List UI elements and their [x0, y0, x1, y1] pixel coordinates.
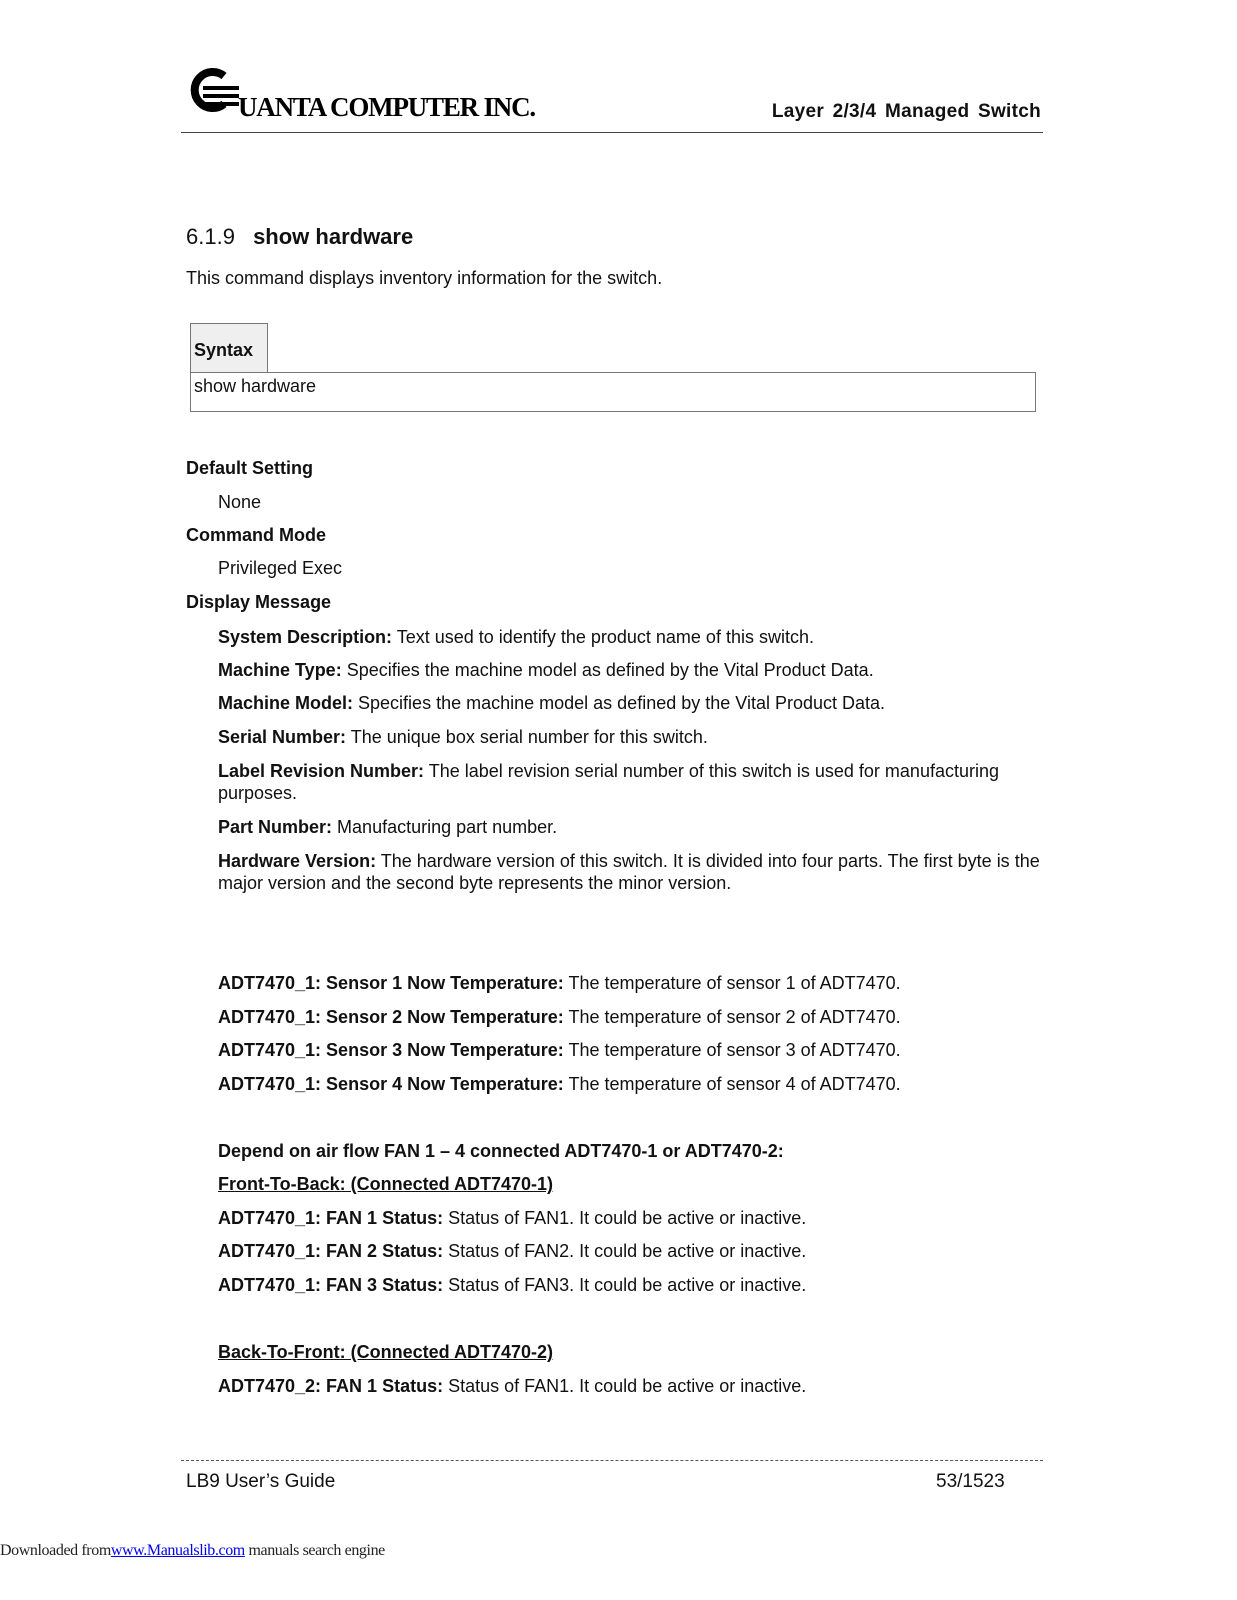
fan-term: ADT7470_1: FAN 2 Status: — [218, 1241, 444, 1261]
fan-desc: Status of FAN3. It could be active or inactive. — [448, 1275, 807, 1295]
message-item — [218, 816, 1048, 838]
fan-term: ADT7470_2: FAN 1 Status: — [218, 1376, 444, 1396]
fan-term: ADT7470_1: FAN 3 Status: — [218, 1275, 444, 1295]
syntax-command: show hardware — [190, 372, 1036, 412]
message-desc: The unique box serial number for this switch. — [350, 727, 708, 747]
message-item — [218, 626, 1048, 648]
page-number: 53/1523 — [936, 1471, 1005, 1492]
message-term: Hardware Version: — [218, 851, 377, 871]
message-desc: Specifies the machine model as defined by the Vital Product Data. — [346, 660, 874, 680]
message-term: Label Revision Number: — [218, 761, 425, 781]
sensor-item — [218, 1039, 1048, 1061]
fan-item — [218, 1207, 1048, 1229]
message-desc: Specifies the machine model as defined by the Vital Product Data. — [358, 693, 886, 713]
message-desc: The hardware version of this switch. It is divided into four parts. The first byte is the major version and the second byte represents the minor version. — [218, 851, 1040, 893]
message-item — [218, 760, 1048, 804]
fan-desc: Status of FAN1. It could be active or inactive. — [448, 1208, 807, 1228]
company-name: UANTA COMPUTER INC. — [238, 92, 535, 122]
message-desc: Manufacturing part number. — [337, 817, 558, 837]
sensor-item — [218, 1073, 1048, 1095]
guide-title: LB9 User’s Guide — [186, 1471, 336, 1492]
message-term: Part Number: — [218, 817, 333, 837]
front-to-back-heading: Front-To-Back: (Connected ADT7470-1) — [218, 1174, 554, 1194]
section-heading — [186, 224, 413, 250]
header-divider — [181, 132, 1043, 133]
message-term: Machine Type: — [218, 660, 342, 680]
message-term: Machine Model: — [218, 693, 354, 713]
download-bar — [0, 1542, 385, 1560]
message-item — [218, 659, 1048, 681]
sensor-term: ADT7470_1: Sensor 4 Now Temperature: — [218, 1074, 564, 1094]
sensor-term: ADT7470_1: Sensor 2 Now Temperature: — [218, 1007, 564, 1027]
message-desc: The label revision serial number of this switch is used for manufacturing purposes. — [218, 761, 999, 803]
message-term: System Description: — [218, 627, 393, 647]
fan-item — [218, 1375, 1048, 1397]
default-setting-value: None — [218, 492, 262, 512]
footer-divider — [181, 1460, 1043, 1461]
section-intro: This command displays inventory information for the switch. — [186, 268, 663, 288]
section-title: show hardware — [253, 224, 414, 249]
syntax-label: Syntax — [190, 323, 268, 372]
sensor-term: ADT7470_1: Sensor 1 Now Temperature: — [218, 973, 564, 993]
product-title: Layer 2/3/4 Managed Switch — [771, 101, 1041, 122]
section-number: 6.1.9 — [186, 224, 235, 249]
sensor-item — [218, 972, 1048, 994]
sensor-term: ADT7470_1: Sensor 3 Now Temperature: — [218, 1040, 564, 1060]
sensor-item — [218, 1006, 1048, 1028]
sensor-desc: The temperature of sensor 4 of ADT7470. — [568, 1074, 901, 1094]
download-suffix: manuals search engine — [244, 1542, 385, 1559]
message-item — [218, 726, 1048, 748]
command-mode-value: Privileged Exec — [218, 558, 343, 578]
message-item — [218, 692, 1048, 714]
sensor-desc: The temperature of sensor 1 of ADT7470. — [568, 973, 901, 993]
quanta-q-logo-icon — [186, 64, 242, 114]
manualslib-link[interactable]: www.Manualslib.com — [110, 1542, 245, 1559]
airflow-note: Depend on air flow FAN 1 – 4 connected ADT7470-1 or ADT7470-2: — [218, 1141, 784, 1161]
default-setting-heading: Default Setting — [186, 458, 314, 478]
fan-term: ADT7470_1: FAN 1 Status: — [218, 1208, 444, 1228]
display-message-heading: Display Message — [186, 592, 332, 612]
fan-desc: Status of FAN2. It could be active or inactive. — [448, 1241, 807, 1261]
command-mode-heading: Command Mode — [186, 525, 327, 545]
download-prefix: Downloaded from — [0, 1542, 111, 1559]
fan-item — [218, 1274, 1048, 1296]
fan-desc: Status of FAN1. It could be active or inactive. — [448, 1376, 807, 1396]
message-term: Serial Number: — [218, 727, 347, 747]
sensor-desc: The temperature of sensor 3 of ADT7470. — [568, 1040, 901, 1060]
fan-item — [218, 1240, 1048, 1262]
sensor-desc: The temperature of sensor 2 of ADT7470. — [568, 1007, 901, 1027]
message-desc: Text used to identify the product name of this switch. — [396, 627, 814, 647]
message-item — [218, 850, 1048, 894]
back-to-front-heading: Back-To-Front: (Connected ADT7470-2) — [218, 1342, 554, 1362]
